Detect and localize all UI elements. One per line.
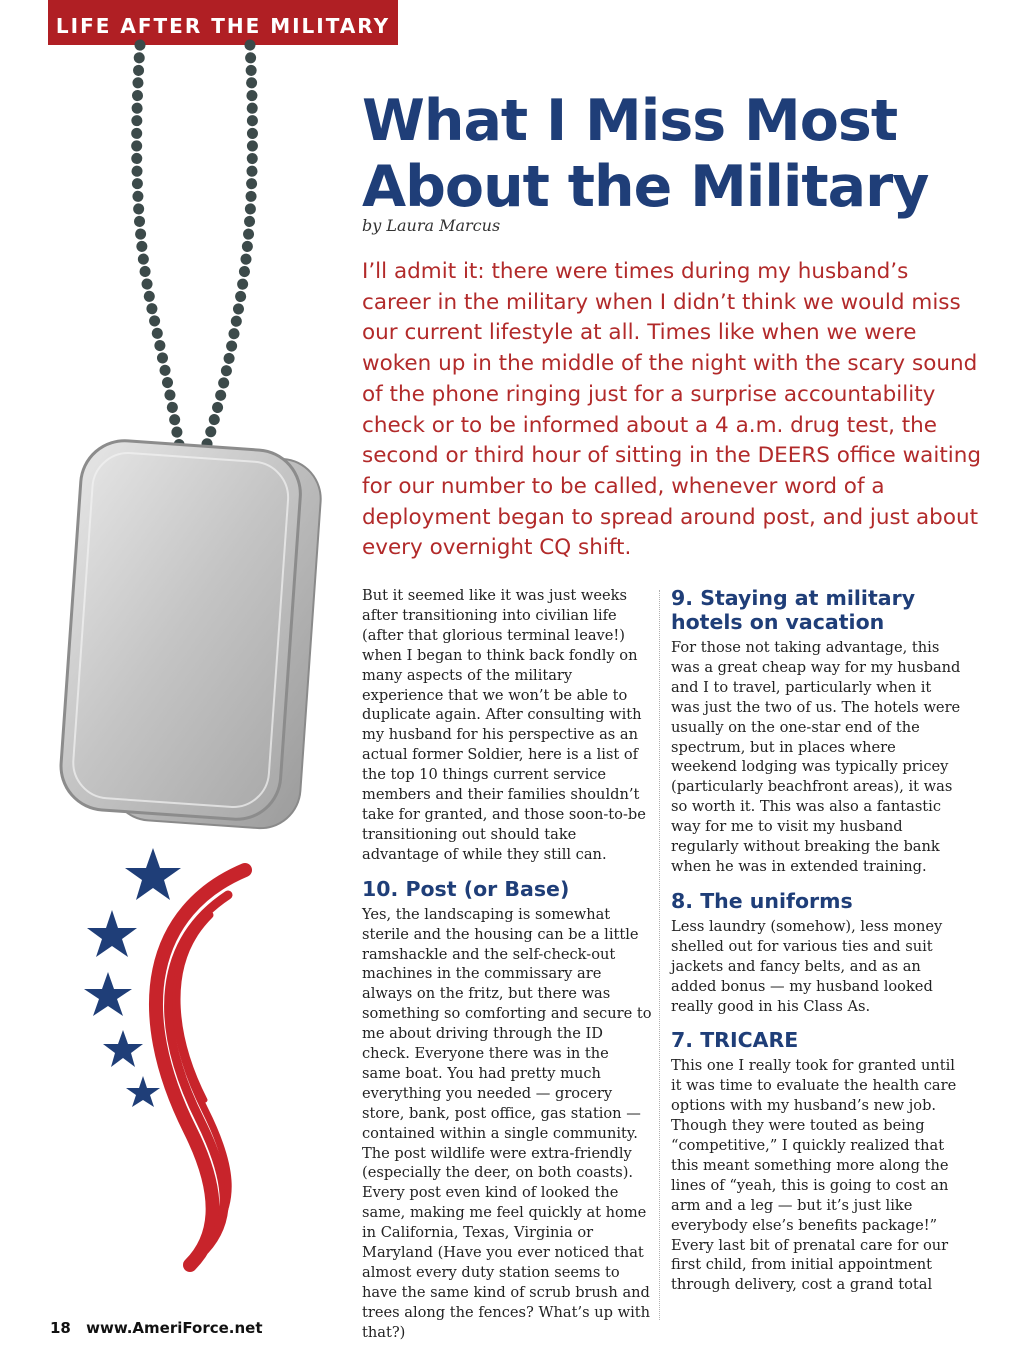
section-heading-post: 10. Post (or Base)	[362, 876, 570, 901]
lead-paragraph: But it seemed like it was just weeks after transitioning into civilian life (after that glorious terminal leave!) when I began to think back fondly on many aspects of the military experience that we won’t be able to duplicate again. After consulting with my husband for his perspective as an actual former Soldier, here is a list of the top 10 things current service members and their families shouldn’t take for granted, and those soon-to-be transitioning out should take advantage of while they still can.	[362, 587, 646, 863]
section-tag: LIFE AFTER THE MILITARY	[48, 0, 398, 45]
footer-website-link[interactable]: www.AmeriForce.net	[86, 1319, 263, 1337]
column-left	[362, 586, 652, 1343]
page-footer	[50, 1319, 263, 1337]
intro-paragraph: I’ll admit it: there were times during my husband’s career in the military when I didn’t think we would miss our current lifestyle at all. Times like when we were woken up in the middle of the night with the scary sound of the phone ringing just for a surprise accountability check or to be informed about a 4 a.m. drug test, the second or third hour of sitting in the DEERS office waiting for our number to be called, whenever word of a deployment began to spread around post, and just about every overnight CQ shift.	[362, 259, 981, 561]
flag-stripes-decoration	[156, 870, 245, 1265]
section-heading-tricare: 7. TRICARE	[671, 1028, 799, 1053]
bead-chain	[137, 45, 253, 450]
column-divider	[659, 590, 660, 1320]
section-body-uniforms: Less laundry (somehow), less money shelled out for various ties and suit jackets and fancy belts, and as an added bonus — my husband looked really good in his Class As.	[671, 917, 943, 1015]
section-body-post: Yes, the landscaping is somewhat sterile and the housing can be a little ramshackle and the self-check-out machines in the commissary are always on the fritz, but there was something so comforting and secure to me about driving through the ID check. Everyone there was in the same boat. You had pretty much everything you needed — grocery store, bank, post office, gas station — contained within a single community. The post wildlife were extra-friendly (especially the deer, on both coasts). Every post even kind of looked the same, making me feel quickly at home in California, Texas, Virginia or Maryland (Have you ever noticed that almost every duty station seems to have the same kind of scrub brush and trees along the fences? What’s up with that?)	[362, 905, 652, 1341]
section-heading-military-hotels: 9. Staying at military hotels on vacation	[671, 586, 916, 634]
column-right	[671, 586, 961, 1295]
section-heading-uniforms: 8. The uniforms	[671, 888, 853, 913]
dog-tags-illustration	[0, 0, 360, 1300]
page-number: 18	[50, 1319, 71, 1337]
section-body-military-hotels: For those not taking advantage, this was a great cheap way for my husband and I to travel, particularly when it was just the two of us. The hotels were usually on the one-star end of the spectrum, but in places where weekend lodging was typically pricey (particularly beachfront areas), it was so worth it. This was also a fantastic way for me to visit my husband regularly without breaking the bank when he was in extended training.	[671, 639, 961, 875]
byline: by Laura Marcus	[362, 216, 501, 235]
section-body-tricare: This one I really took for granted until it was time to evaluate the health care options with my husband’s new job. Though they were touted as being “competitive,” I quickly realized that this meant something more along the lines of “yeah, this is going to cost an arm and a leg — but it’s just like everybody else’s benefits package!” Every last bit of prenatal care for our first child, from initial appointment through delivery, cost a grand total	[671, 1057, 957, 1294]
article-title: What I Miss Most About the Military	[362, 88, 929, 220]
